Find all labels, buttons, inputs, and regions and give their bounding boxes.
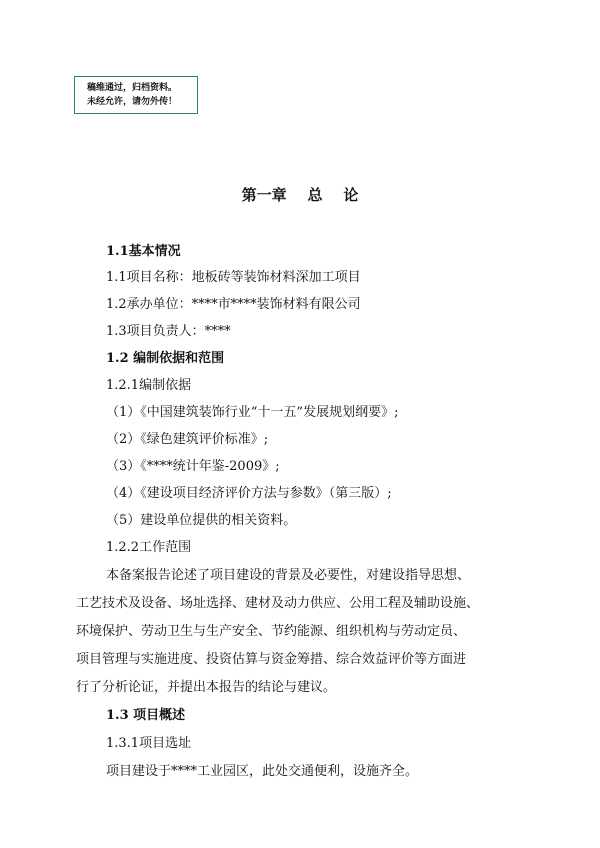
basis-item: （3）《****统计年鉴-2009》; xyxy=(106,459,280,474)
section-1-1-heading: 1.1基本情况 xyxy=(106,244,181,259)
scope-title: 1.2.2工作范围 xyxy=(106,540,192,555)
scope-paragraph-line: 环境保护、劳动卫生与生产安全、节约能源、组织机构与劳动定员、 xyxy=(76,624,467,639)
section-1-2-heading: 1.2 编制依据和范围 xyxy=(106,351,225,366)
site-title: 1.3.1项目选址 xyxy=(106,736,192,751)
basis-title: 1.2.1编制依据 xyxy=(106,378,192,393)
project-name: 1.1项目名称：地板砖等装饰材料深加工项目 xyxy=(106,270,361,285)
basis-item: （2）《绿色建筑评价标准》; xyxy=(106,432,269,447)
basis-item: （5）建设单位提供的相关资料。 xyxy=(106,513,297,528)
scope-paragraph-line: 行了分析论证，并提出本报告的结论与建议。 xyxy=(76,680,337,695)
basis-item: （4）《建设项目经济评价方法与参数》（第三版）; xyxy=(106,486,392,501)
stamp-line-1: 稿维通过，归档资料。 xyxy=(87,83,178,93)
scope-paragraph-line: 工艺技术及设备、场址选择、建材及动力供应、公用工程及辅助设施、 xyxy=(76,596,480,611)
chapter-title: 第一章 总 论 xyxy=(241,186,359,204)
scope-paragraph-line: 本备案报告论述了项目建设的背景及必要性，对建设指导思想、 xyxy=(106,568,471,583)
host-unit: 1.2承办单位：****市****装饰材料有限公司 xyxy=(106,297,361,312)
stamp-line-2: 未经允许，请勿外传！ xyxy=(87,97,178,107)
project-leader: 1.3项目负责人：**** xyxy=(106,324,231,339)
scope-paragraph-line: 项目管理与实施进度、投资估算与资金筹措、综合效益评价等方面进 xyxy=(76,652,467,667)
approval-stamp xyxy=(74,76,198,114)
site-text: 项目建设于****工业园区，此处交通便利，设施齐全。 xyxy=(106,764,419,779)
section-1-3-heading: 1.3 项目概述 xyxy=(106,708,186,723)
basis-item: （1）《中国建筑装饰行业“十一五”发展规划纲要》; xyxy=(106,405,399,420)
